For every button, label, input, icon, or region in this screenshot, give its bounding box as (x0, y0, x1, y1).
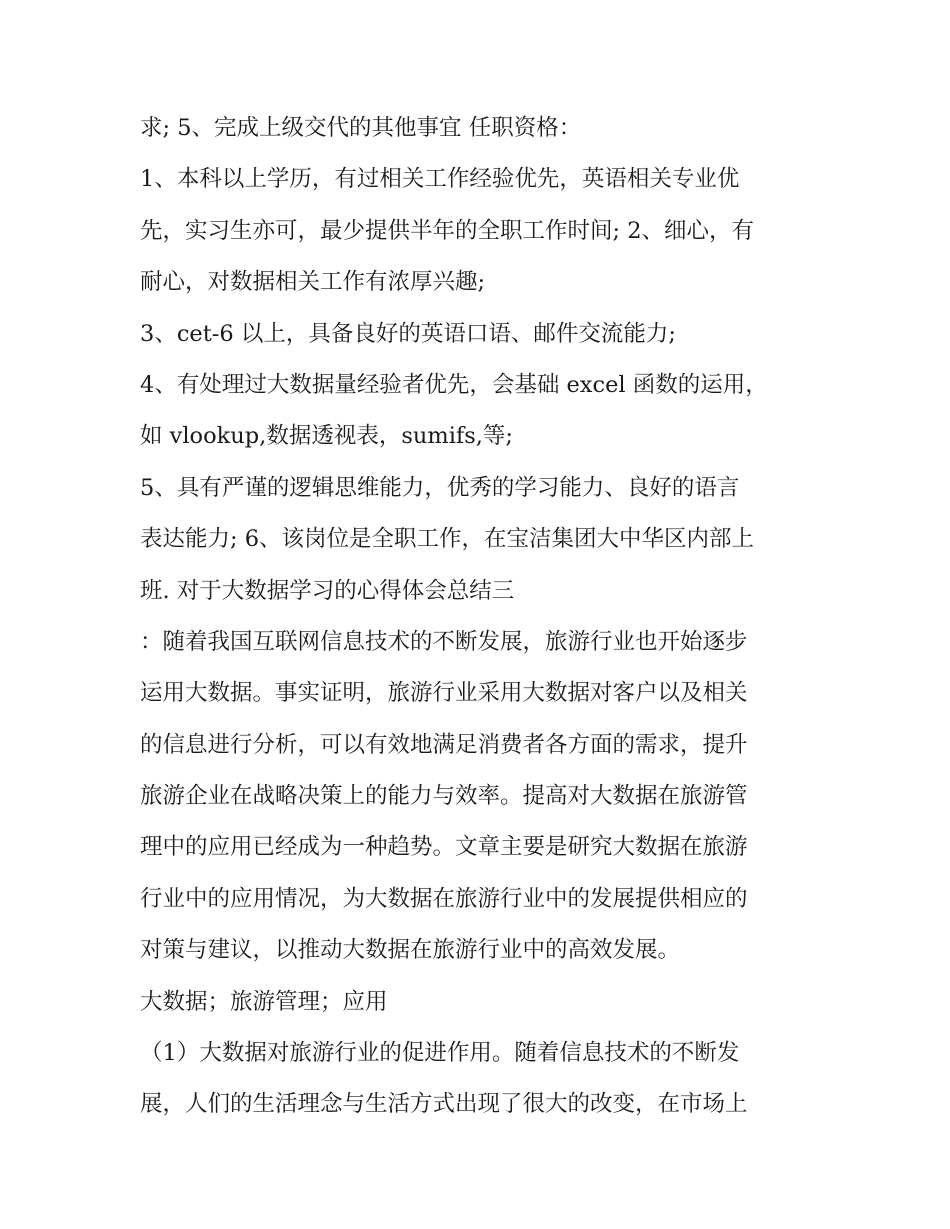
text-line: ：随着我国互联网信息技术的不断发展，旅游行业也开始逐步 (140, 628, 748, 655)
text-line: 的信息进行分析，可以有效地满足消费者各方面的需求，提升 (140, 731, 748, 758)
text-line: 3、cet-6 以上，具备良好的英语口语、邮件交流能力; (140, 320, 676, 347)
text-line: （1）大数据对旅游行业的促进作用。随着信息技术的不断发 (140, 1040, 740, 1067)
text-line: 耐心，对数据相关工作有浓厚兴趣; (140, 269, 486, 296)
text-line: 理中的应用已经成为一种趋势。文章主要是研究大数据在旅游 (140, 834, 748, 861)
text-line: 表达能力; 6、该岗位是全职工作，在宝洁集团大中华区内部上 (140, 526, 755, 553)
text-line: 旅游企业在战略决策上的能力与效率。提高对大数据在旅游管 (140, 783, 748, 810)
text-line: 行业中的应用情况，为大数据在旅游行业中的发展提供相应的 (140, 885, 748, 912)
text-line: 先，实习生亦可，最少提供半年的全职工作时间; 2、细心，有 (140, 217, 755, 244)
text-line: 运用大数据。事实证明，旅游行业采用大数据对客户以及相关 (140, 680, 748, 707)
text-line: 求; 5、完成上级交代的其他事宜 任职资格： (140, 115, 582, 141)
text-line: 班. 对于大数据学习的心得体会总结三 (140, 577, 515, 604)
text-line: 展，人们的生活理念与生活方式出现了很大的改变，在市场上 (140, 1091, 748, 1118)
text-line: 4、有处理过大数据量经验者优先，会基础 excel 函数的运用， (140, 371, 768, 398)
text-line: 1、本科以上学历，有过相关工作经验优先，英语相关专业优 (140, 166, 740, 193)
text-line: 如 vlookup,数据透视表，sumifs,等; (140, 423, 514, 450)
text-line: 5、具有严谨的逻辑思维能力，优秀的学习能力、良好的语言 (140, 474, 740, 501)
text-line: 大数据；旅游管理；应用 (140, 988, 388, 1015)
document-body (140, 103, 820, 1131)
text-line: 对策与建议，以推动大数据在旅游行业中的高效发展。 (140, 937, 681, 964)
